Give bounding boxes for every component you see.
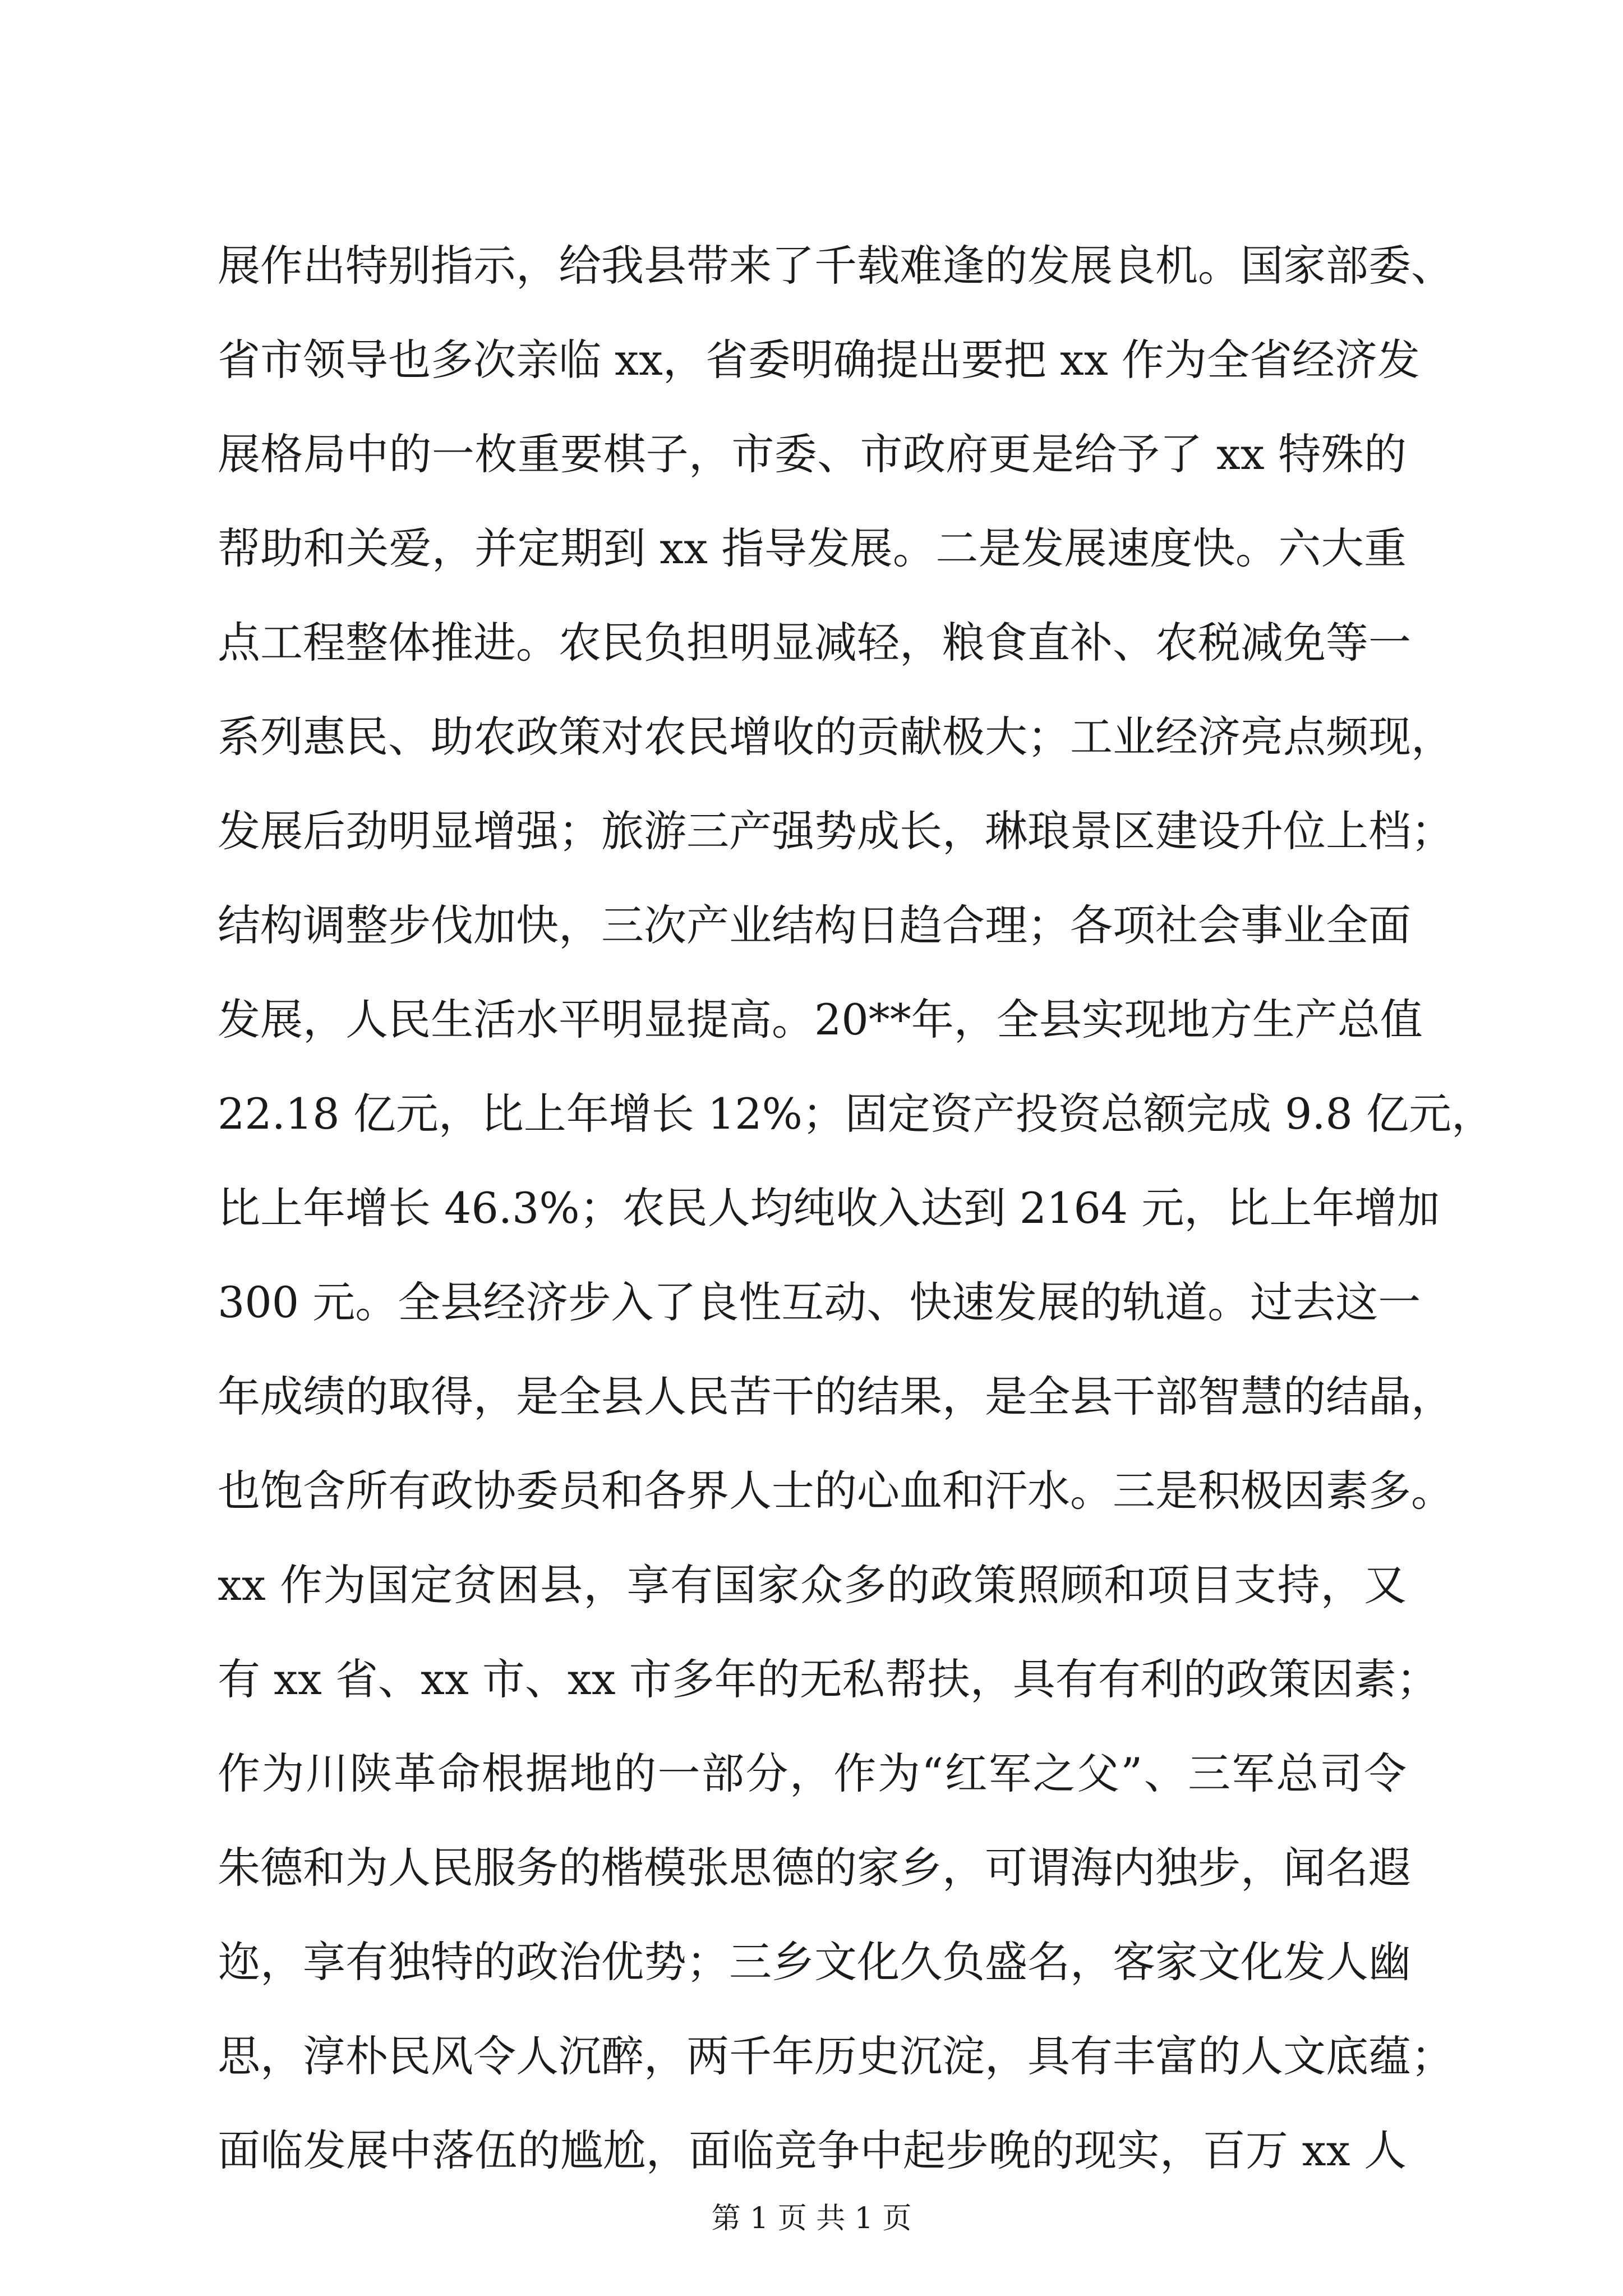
text-line: 展作出特别指示，给我县带来了千载难逢的发展良机。国家部委、: [218, 241, 1454, 291]
text-line: 系列惠民、助农政策对农民增收的贡献极大；工业经济亮点频现，: [218, 712, 1454, 762]
text-line: 也饱含所有政协委员和各界人士的心血和汗水。三是积极因素多。: [218, 1466, 1454, 1516]
body-text: [218, 219, 1494, 2198]
text-line: 有 xx 省、xx 市、xx 市多年的无私帮扶，具有有利的政策因素；: [218, 1654, 1439, 1704]
text-line: 发展，人民生活水平明显提高。20**年，全县实现地方生产总值: [218, 995, 1423, 1045]
text-line: 年成绩的取得，是全县人民苦干的结果，是全县干部智慧的结晶，: [218, 1372, 1454, 1421]
page-number-footer: 第 1 页 共 1 页: [711, 2202, 912, 2235]
text-line: 面临发展中落伍的尴尬，面临竞争中起步晚的现实，百万 xx 人: [218, 2125, 1407, 2175]
text-line: xx 作为国定贫困县，享有国家众多的政策照顾和项目支持，又: [218, 1560, 1407, 1610]
text-line: 朱德和为人民服务的楷模张思德的家乡，可谓海内独步，闻名遐: [218, 1843, 1411, 1893]
text-line: 点工程整体推进。农民负担明显减轻，粮食直补、农税减免等一: [218, 618, 1411, 668]
text-line: 300 元。全县经济步入了良性互动、快速发展的轨道。过去这一: [218, 1277, 1421, 1327]
text-line: 迩，享有独特的政治优势；三乡文化久负盛名，客家文化发人幽: [218, 1937, 1411, 1987]
text-line: 22.18 亿元，比上年增长 12%；固定资产投资总额完成 9.8 亿元，: [218, 1089, 1494, 1139]
text-line: 发展后劲明显增强；旅游三产强势成长，琳琅景区建设升位上档；: [218, 806, 1454, 856]
text-line: 展格局中的一枚重要棋子，市委、市政府更是给予了 xx 特殊的: [218, 429, 1407, 479]
text-line: 结构调整步伐加快，三次产业结构日趋合理；各项社会事业全面: [218, 900, 1411, 950]
text-line: 帮助和关爱，并定期到 xx 指导发展。二是发展速度快。六大重: [218, 523, 1407, 573]
text-line: 思，淳朴民风令人沉醉，两千年历史沉淀，具有丰富的人文底蕴；: [218, 2031, 1454, 2081]
text-line: 作为川陕革命根据地的一部分，作为“红军之父”、三军总司令: [218, 1749, 1407, 1798]
text-line: 省市领导也多次亲临 xx，省委明确提出要把 xx 作为全省经济发: [218, 335, 1420, 385]
text-line: 比上年增长 46.3%；农民人均纯收入达到 2164 元，比上年增加: [218, 1183, 1440, 1233]
